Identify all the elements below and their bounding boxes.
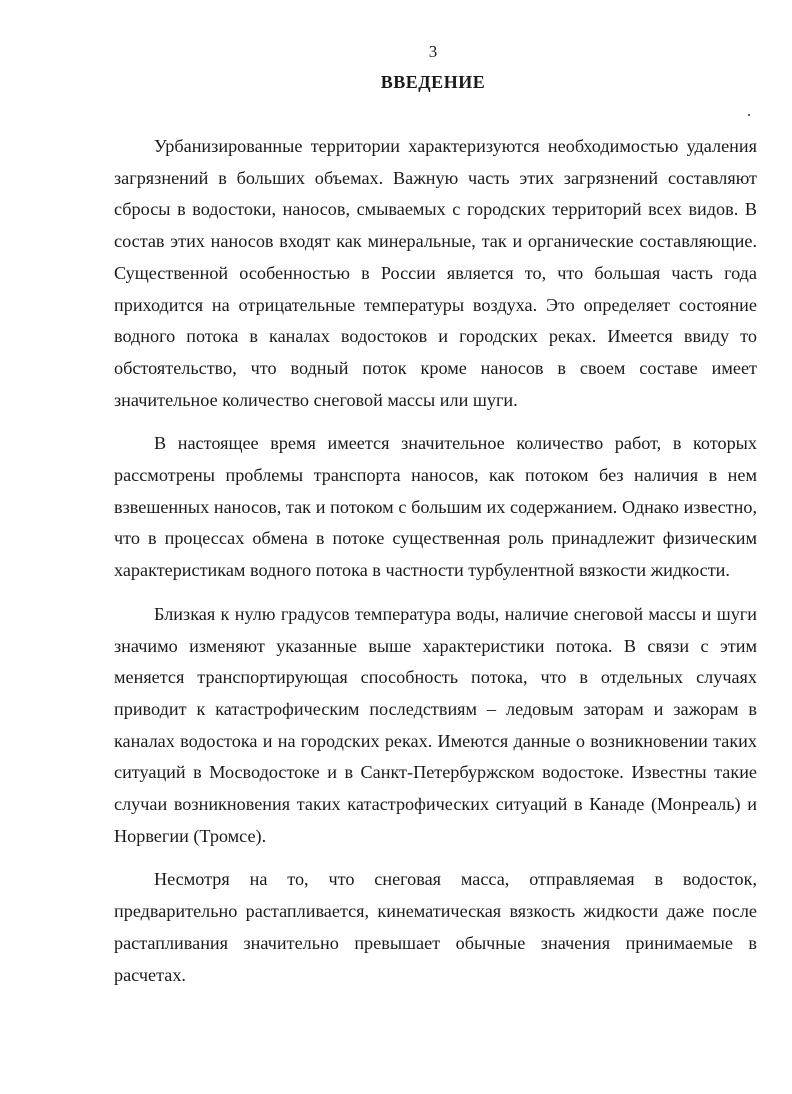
- paragraph-1: Урбанизированные территории характеризуются необходимостью удаления загрязнений в больших объемах. Важную часть этих загрязнений составляют сбросы в водостоки, наносов, смываемых с городских территорий всех видов. В состав этих наносов входят как минеральные, так и органические составляющие. Существенной особенностью в России является то, что большая часть года приходится на отрицательные температуры воздуха. Это определяет состояние водного потока в каналах водостоков и городских реках. Имеется ввиду то обстоятельство, что водный поток кроме наносов в своем составе имеет значительное количество снеговой массы или шуги.: [114, 136, 757, 410]
- page-title: ВВЕДЕНИЕ: [380, 72, 486, 92]
- paragraph-4: Несмотря на то, что снеговая масса, отправляемая в водосток, предварительно растапливается, кинематическая вязкость жидкости даже после растапливания значительно превышает обычные значения принимаемые в расчетах.: [114, 869, 757, 985]
- scan-speck: [748, 114, 750, 116]
- paragraph-2: В настоящее время имеется значительное количество работ, в которых рассмотрены проблемы транспорта наносов, как потоком без наличия в нем взвешенных наносов, так и потоком с большим их содержанием. Однако известно, что в процессах обмена в потоке существенная роль принадлежит физическим характеристикам водного потока в частности турбулентной вязкости жидкости.: [114, 433, 757, 581]
- page-number: 3: [428, 42, 438, 61]
- document-body: [114, 131, 757, 1003]
- paragraph-3: Близкая к нулю градусов температура воды, наличие снеговой массы и шуги значимо изменяют указанные выше характеристики потока. В связи с этим меняется транспортирующая способность потока, что в отдельных случаях приводит к катастрофическим последствиям – ледовым заторам и зажорам в каналах водостока и на городских реках. Имеются данные о возникновении таких ситуаций в Мосводостоке и в Санкт-Петербуржском водостоке. Известны такие случаи возникновения таких катастрофических ситуаций в Канаде (Монреаль) и Норвегии (Тромсе).: [114, 603, 757, 846]
